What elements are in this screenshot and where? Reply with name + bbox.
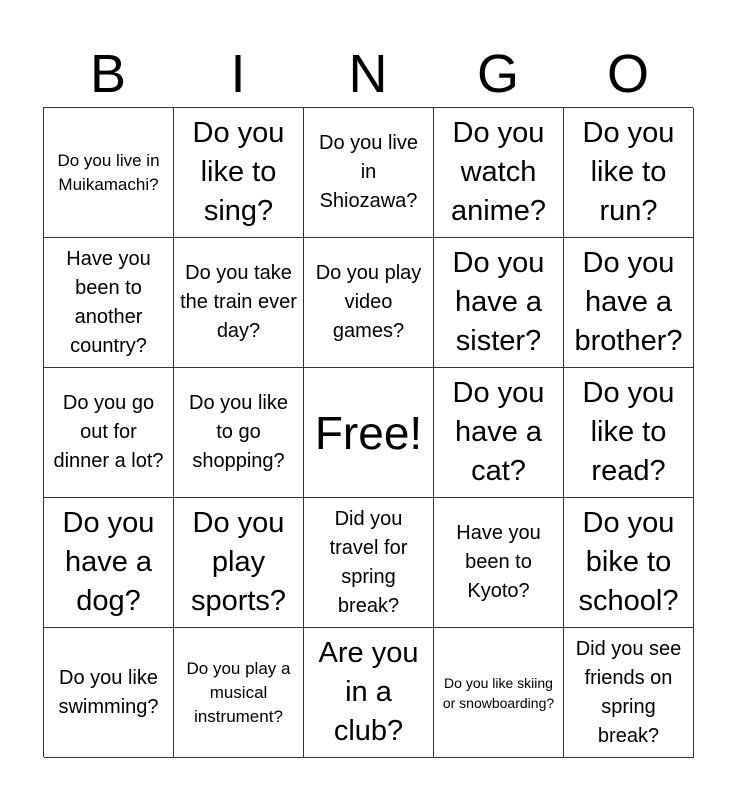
bingo-cell[interactable] [434, 238, 564, 368]
bingo-header [43, 40, 693, 108]
cell-text: Did you travel for spring break? [329, 507, 408, 617]
bingo-cell[interactable] [44, 108, 174, 238]
cell-text: Do you like to run? [582, 117, 675, 227]
cell-text: Do you like to go shopping? [189, 392, 288, 472]
cell-text: Do you take the train ever day? [180, 262, 297, 342]
cell-text: Do you have a cat? [452, 377, 545, 487]
cell-text: Do you like to read? [582, 377, 675, 487]
bingo-cell[interactable] [564, 368, 694, 498]
header-letter-i: I [230, 44, 246, 104]
bingo-cell[interactable] [304, 238, 434, 368]
cell-text: Do you have a brother? [574, 247, 683, 357]
bingo-cell[interactable] [44, 238, 174, 368]
bingo-cell[interactable] [174, 498, 304, 628]
bingo-cell[interactable] [174, 368, 304, 498]
cell-text: Do you like skiing or snowboarding? [442, 674, 555, 711]
bingo-cell[interactable] [434, 498, 564, 628]
header-letter-n: N [348, 44, 388, 104]
bingo-cell[interactable] [564, 238, 694, 368]
bingo-cell[interactable] [564, 108, 694, 238]
cell-text: Do you play video games? [315, 262, 422, 342]
bingo-grid [43, 107, 693, 757]
cell-text: Do you live in Shiozawa? [319, 132, 418, 212]
header-letter-o: O [606, 44, 649, 104]
cell-text: Do you watch anime? [450, 117, 547, 227]
bingo-cell[interactable] [44, 498, 174, 628]
bingo-cell[interactable] [564, 628, 694, 758]
free-space-cell[interactable] [304, 368, 434, 498]
cell-text: Did you see friends on spring break? [575, 637, 682, 747]
cell-text: Do you like swimming? [58, 666, 159, 718]
bingo-cell[interactable] [174, 108, 304, 238]
bingo-cell[interactable] [44, 628, 174, 758]
cell-text: Do you play sports? [190, 507, 287, 617]
cell-text: Do you have a dog? [62, 507, 155, 617]
cell-text: Are you in a club? [318, 637, 419, 747]
bingo-cell[interactable] [174, 238, 304, 368]
cell-text: Do you go out for dinner a lot? [53, 392, 164, 472]
bingo-cell[interactable] [174, 628, 304, 758]
cell-text: Do you have a sister? [452, 247, 545, 357]
free-space-text: Free! [314, 406, 423, 459]
cell-text: Do you live in Muikamachi? [57, 150, 160, 194]
bingo-cell[interactable] [434, 628, 564, 758]
bingo-cell[interactable] [44, 368, 174, 498]
header-letter-b: B [89, 44, 127, 104]
cell-text: Do you like to sing? [192, 117, 285, 227]
cell-text: Do you bike to school? [578, 507, 679, 617]
cell-text: Do you play a musical instrument? [186, 658, 291, 726]
bingo-cell[interactable] [434, 108, 564, 238]
bingo-cell[interactable] [304, 108, 434, 238]
bingo-cell[interactable] [434, 368, 564, 498]
bingo-cell[interactable] [304, 628, 434, 758]
cell-text: Have you been to Kyoto? [456, 522, 541, 602]
cell-text: Have you been to another country? [66, 247, 151, 357]
bingo-cell[interactable] [304, 498, 434, 628]
header-letter-g: G [476, 44, 519, 104]
bingo-cell[interactable] [564, 498, 694, 628]
